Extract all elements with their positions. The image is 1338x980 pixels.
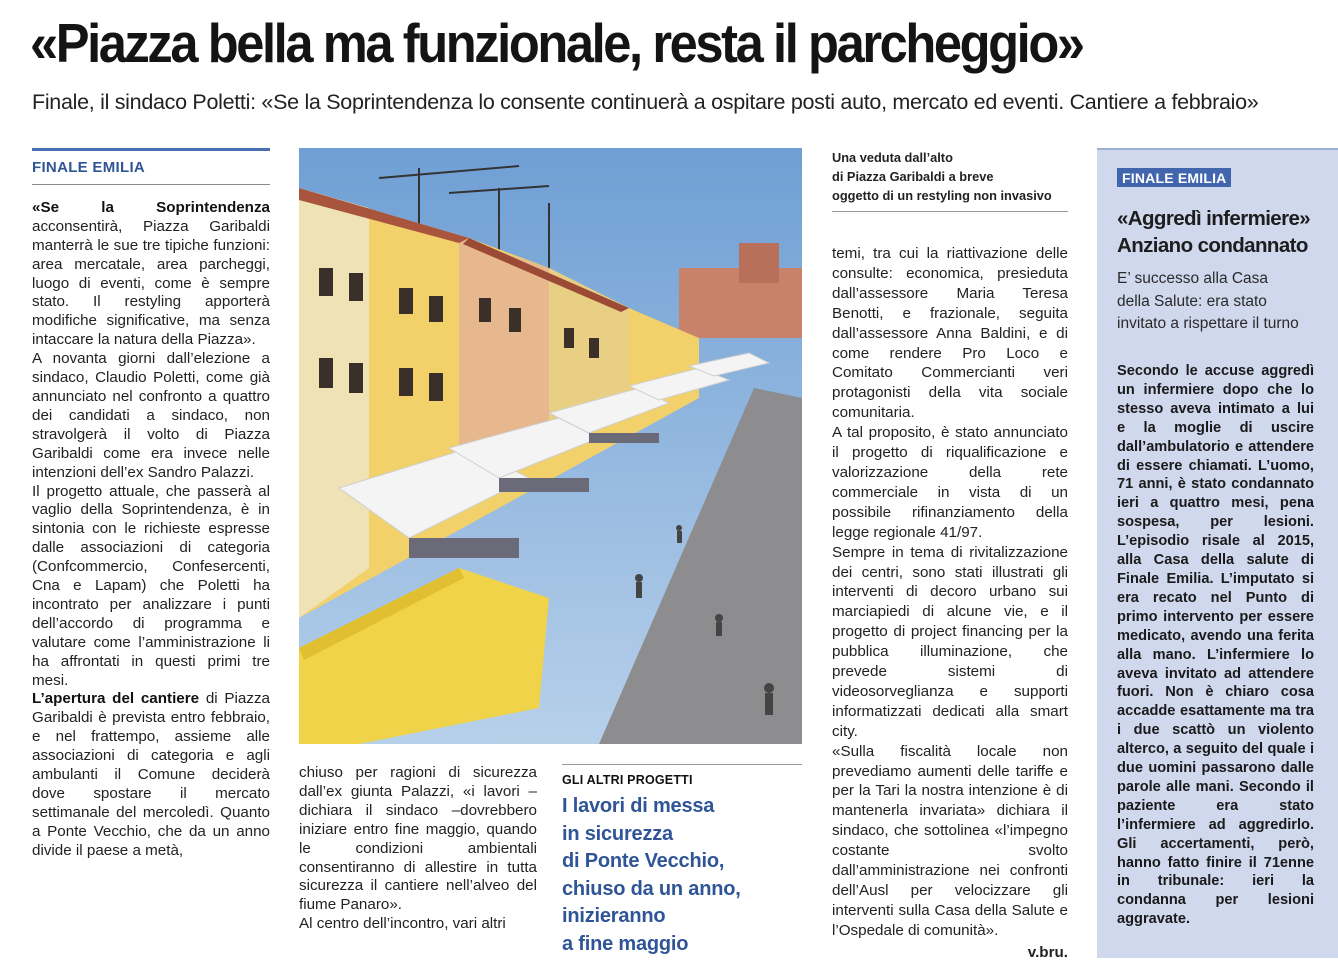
sidebar-sub-line-3: invitato a rispettare il turno [1117, 315, 1299, 332]
paragraph-2: A novanta giorni dall’elezione a sindaco, Claudio Poletti, come già annunciato nel confronto a quattro dei candidati a sindaco, non stravolgerà il volto di Piazza Garibaldi come era invece nelle intenzioni dell’ex Sandro Palazzi. [32, 350, 270, 481]
col3-paragraph-4: «Sulla fiscalità locale non prevediamo aumenti delle tariffe e per la Tari la nostra intenzione è di mantenerla invariata» dichiara il sindaco, che sottolinea «l’impegno costante svolto dall’amministrazione nei confronti dell’Ausl per velocizzare gli interventi sulla Casa della Salute e l’Ospedale di comunità». [832, 742, 1068, 939]
lead-paragraph [32, 199, 270, 350]
projects-title-line: inizieranno [562, 905, 666, 927]
article-column-1 [32, 148, 270, 861]
col3-paragraph-1: temi, tra cui la riattivazione delle consulte: economica, presieduta dall’assessore Maria Teresa Benotti, e frazionale, seguita dall’assessore Anna Baldini, e di come rendere Pro Loco e Comitato Commercianti veri protagonisti della vita sociale comunitaria. [832, 245, 1068, 422]
projects-title-line: a fine maggio [562, 932, 689, 955]
caption-line-1: Una veduta dall’alto [832, 150, 953, 165]
market-photo-illustration [299, 148, 802, 744]
col3-paragraph-3: Sempre in tema di rivitalizzazione dei centri, sono stati illustrati gli interventi di decoro urbano sui marciapiedi di alcune vie, e il progetto di project financing per la pubblica illuminazione, che prevede sistemi di videosorveglianza e supporti informatizzati dedicati alla smart city. [832, 543, 1068, 740]
sidebar-text: le accuse aggredì un infermiere dopo che lo stesso aveva intimato a lui e la moglie di uscire dall’ambulatorio e attendere di essere chiamati. L’uomo, 71 anni, è stato condannato ieri a quattro mesi, pena sospesa, per lesioni. L’episodio risale al 2015, alla Casa della salute di Finale Emilia. L’imputato si era recato nel Punto di primo intervento per essere medicato, avendo una ferita alla mano. L’infermiere lo aveva invitato ad attendere fuori. Non è chiaro cosa accadde esattamente ma tra i due scattò un violento alterco, a seguito del quale i due uomini passarono dalle parole alle mani. Secondo il paziente era stato l’infermiere ad aggredirlo. Gli accertamenti, però, hanno fatto finire il 71enne in tribunale: ieri la condanna per lesioni aggravate. [1117, 363, 1314, 928]
lead-bold: «Se la Soprintendenza [32, 198, 270, 216]
photo-caption [832, 148, 1068, 212]
col3-paragraph-2: A tal proposito, è stato annunciato il progetto di riqualificazione e valorizzazione della rete commerciale in vista di un possibile rifinanziamento della legge regionale 41/97. [832, 424, 1068, 541]
projects-box [562, 764, 802, 961]
projects-box-label: GLI ALTRI PROGETTI [562, 773, 693, 787]
projects-title-line: I lavori di messa [562, 795, 715, 817]
sidebar-subtitle [1117, 268, 1332, 336]
market-photo [299, 148, 802, 744]
col2-paragraph-1: chiuso per ragioni di sicurezza dall’ex giunta Palazzi, «i lavori –dichiara il sindaco –dovrebbero iniziare entro fine maggio, quando le condizioni ambientali consentiranno di allestire in tutta sicurezza il cantiere nell’alveo del fiume Panaro». [299, 764, 537, 914]
p4-text: di Piazza Garibaldi è prevista entro febbraio, e nel frattempo, assieme alle associazioni di categoria e agli ambulanti il Comune deciderà dove spostare il mercato settimanale del mercoledì. Quanto a Ponte Vecchio, che da un anno divide il paese a metà, [32, 690, 270, 859]
sidebar-paragraph [1117, 362, 1314, 929]
projects-title-line: chiuso da un anno, [562, 877, 741, 900]
paragraph-4 [32, 690, 270, 860]
sidebar-title [1117, 205, 1332, 259]
sidebar-article [1097, 148, 1338, 958]
projects-box-title [562, 793, 802, 958]
sidebar-title-line-1: «Aggredì infermiere» [1117, 207, 1311, 230]
article-column-3 [832, 244, 1068, 963]
sidebar-lead: Secondo [1117, 363, 1179, 379]
byline: v.bru. [1027, 943, 1068, 961]
col2-paragraph-2: Al centro dell’incontro, vari altri [299, 915, 506, 933]
section-label: FINALE EMILIA [32, 148, 270, 185]
caption-line-2: di Piazza Garibaldi a breve [832, 169, 994, 184]
lead-text: acconsentirà, Piazza Garibaldi manterrà le sue tre tipiche funzioni: area mercatale, area parcheggi, luogo di eventi, come è sempre stato. Il restyling apporterà modifiche significative, ma senza intaccare la natura della Piazza». [32, 217, 270, 349]
projects-title-line: in sicurezza [562, 822, 673, 845]
headline: «Piazza bella ma funzionale, resta il parcheggio» [30, 12, 1083, 74]
caption-line-3: oggetto di un restyling non invasivo [832, 188, 1052, 203]
p4-bold: L’apertura del cantiere [32, 690, 200, 708]
sidebar-sub-line-1: E’ successo alla Casa [1117, 270, 1269, 287]
sidebar-title-line-2: Anziano condannato [1117, 234, 1308, 257]
article-column-2 [299, 764, 537, 934]
sidebar-sub-line-2: della Salute: era stato [1117, 292, 1267, 310]
subheadline: Finale, il sindaco Poletti: «Se la Soprintendenza lo consente continuerà a ospitare posti auto, mercato ed eventi. Cantiere a febbraio» [32, 90, 1259, 114]
paragraph-3: Il progetto attuale, che passerà al vaglio della Soprintendenza, è in sintonia con le richieste espresse dalle associazioni di categoria (Confcommercio, Confesercenti, Cna e Lapam) che Poletti ha incontrato per analizzare i punti dell’accordo di programma e valutare come l’amministrazione li ha affrontati in questi primi tre mesi. [32, 482, 270, 689]
projects-title-line: di Ponte Vecchio, [562, 850, 725, 872]
sidebar-body [1117, 362, 1314, 929]
sidebar-section-label: FINALE EMILIA [1117, 168, 1231, 187]
